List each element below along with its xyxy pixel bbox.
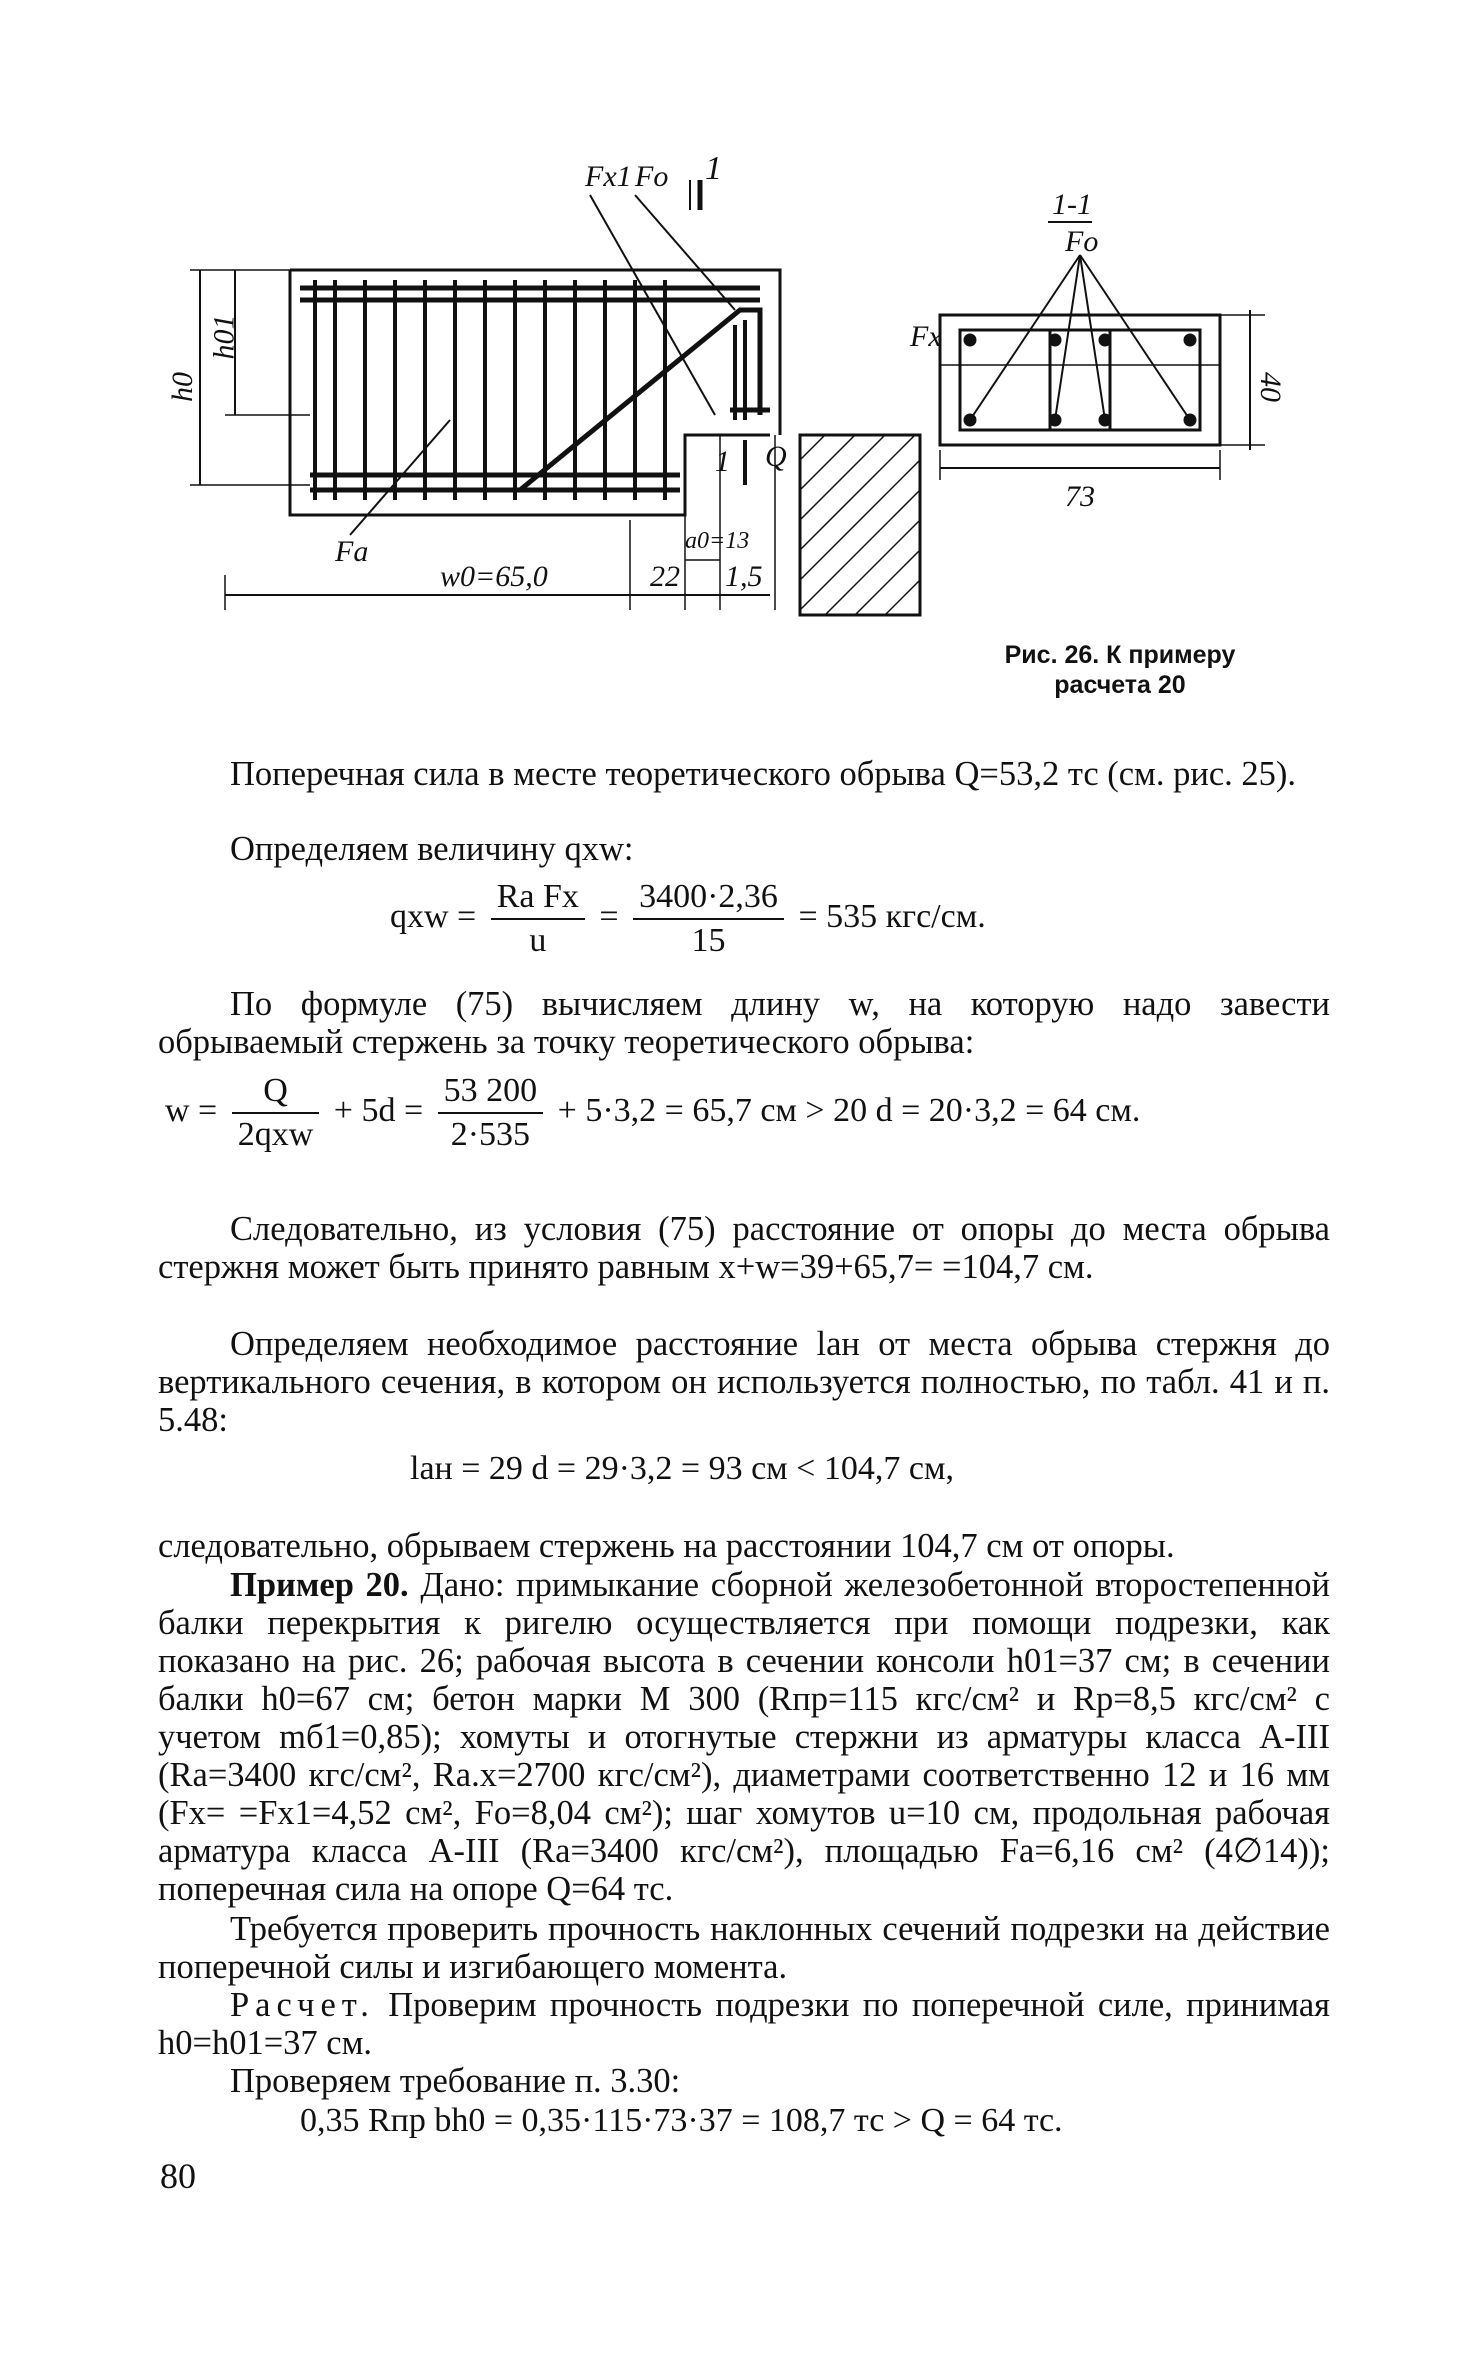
example-heading: Пример 20. — [230, 1566, 409, 1604]
label-dim-15: 1,5 — [725, 560, 763, 593]
stirrups — [315, 280, 665, 500]
label-dim-40: 40 — [1254, 372, 1287, 402]
caption-line-1: Рис. 26. К примеру — [1004, 641, 1236, 669]
label-fo-section: Fо — [1065, 225, 1099, 258]
page-number: 80 — [160, 2156, 196, 2196]
label-fx1: Fх1 — [585, 160, 632, 193]
label-fa: Fа — [335, 535, 369, 568]
paragraph-2: Определяем величину qхw: — [230, 830, 634, 868]
formula-w: w = $\frac{Q}{\text{2qхw}}$ + 5d = $\frac{53 200}{2\cdot 535}$ + 5·3,2 = 65,7 см > 20 d = 20·3,2 = 64 см. — [165, 1072, 1141, 1153]
paragraph-9: Расчет. Проверим прочность подрезки по поперечной силе, принимая h0=h01=37 см. — [158, 1986, 1330, 2062]
label-fo: Fо — [635, 160, 669, 193]
label-q: Q — [765, 440, 787, 473]
label-a0: a0=13 — [685, 528, 750, 554]
paragraph-8: Требуется проверить прочность наклонных сечений подрезки на действие поперечной силы и изгибающего момента. — [158, 1910, 1330, 1986]
paragraph-7: Пример 20. Дано: примыкание сборной железобетонной второстепенной балки перекрытия к ригелю осуществляется при помощи подрезки, как показано на рис. 26; рабочая высота в сечении консоли h01=37 см; в сечении балки h0=67 см; бетон марки М 300 (Rпр=115 кгс/см² и Rр=8,5 кгс/см² с учетом mб1=0,85); хомуты и отогнутые стержни из арматуры класса А-III (Rа=3400 кгс/см², Rа.х=2700 кгс/см²), диаметрами соответственно 12 и 16 мм (Fх= =Fх1=4,52 см², Fо=8,04 см²); шаг хомутов u=10 см, продольная рабочая арматура класса А-III (Rа=3400 кгс/см²), площадью Fа=6,16 см² (4∅14)); поперечная сила на опоре Q=64 тс. — [158, 1566, 1330, 1908]
label-w0: w0=65,0 — [440, 560, 548, 593]
label-section-mark: 1 — [705, 150, 722, 187]
paragraph-10: Проверяем требование п. 3.30: — [230, 2062, 681, 2100]
label-fx: Fх — [910, 320, 942, 353]
formula-qxw: qхw = $\frac{\text{Rа Fх}}{u}$ = $\frac{3400\cdot 2,36}{15}$ = 535 кгс/см. — [390, 878, 986, 959]
figure-drawing — [180, 150, 1330, 710]
paragraph-1: Поперечная сила в месте теоретического обрыва Q=53,2 тс (см. рис. 25). — [230, 755, 1297, 793]
label-h01: h01 — [207, 314, 241, 360]
label-cut: 1 — [715, 445, 730, 478]
figure-26 — [166, 150, 1330, 710]
figure-caption — [955, 640, 1285, 700]
label-section-title: 1-1 — [1052, 188, 1092, 221]
section-1-1 — [940, 222, 1265, 480]
label-h0: h0 — [166, 372, 199, 402]
paragraph-6: следовательно, обрываем стержень на расстоянии 104,7 см от опоры. — [158, 1527, 1175, 1565]
formula-lan: lан = 29 d = 29·3,2 = 93 см < 104,7 см, — [410, 1450, 954, 1487]
support-hatch — [800, 435, 920, 615]
formula-check: 0,35 Rпр bh0 = 0,35·115·73·37 = 108,7 тс > Q = 64 тс. — [300, 2102, 1063, 2139]
paragraph-5: Определяем необходимое расстояние lан от места обрыва стержня до вертикального сечения, в котором он используется полностью, по табл. 41 и п. 5.48: — [158, 1325, 1330, 1439]
paragraph-4: Следовательно, из условия (75) расстояние от опоры до места обрыва стержня может быть принято равным x+w=39+65,7= =104,7 см. — [158, 1210, 1330, 1286]
label-dim-73: 73 — [1065, 480, 1095, 513]
caption-line-2: расчета 20 — [1054, 671, 1186, 699]
label-dim-22: 22 — [650, 560, 680, 593]
paragraph-3: По формуле (75) вычисляем длину w, на которую надо завести обрываемый стержень за точку теоретического обрыва: — [158, 985, 1330, 1061]
calc-heading: Расчет. — [230, 1986, 375, 2024]
